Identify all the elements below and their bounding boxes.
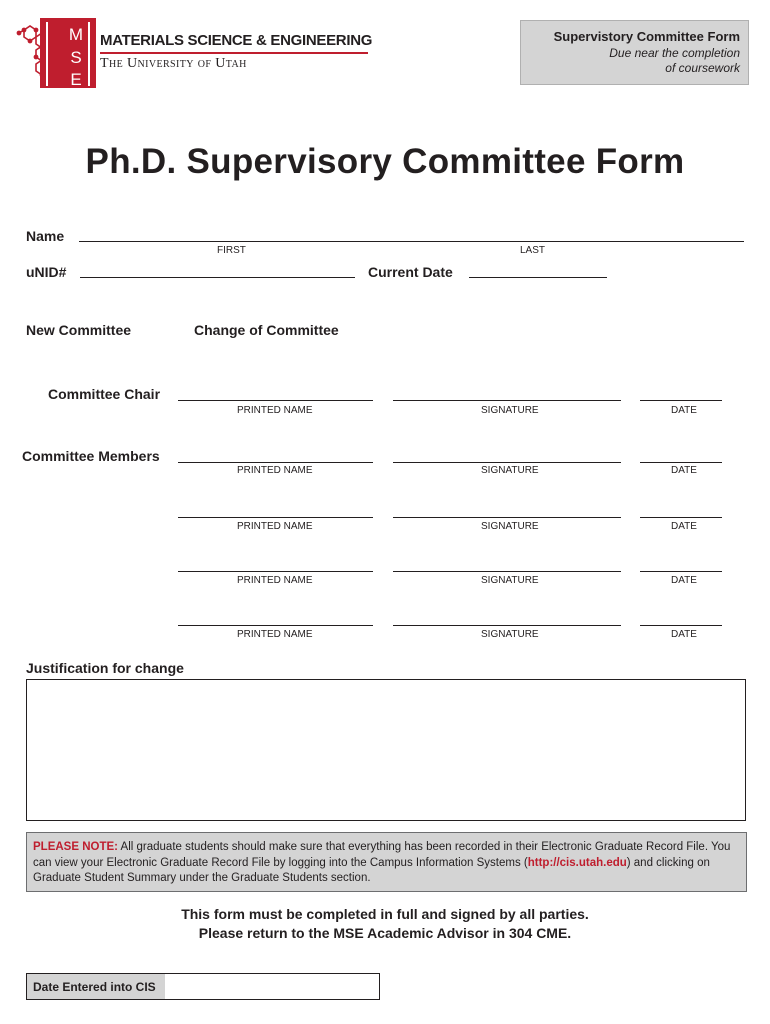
current-date-label: Current Date <box>368 264 453 280</box>
please-note-box <box>26 832 747 892</box>
member-2-date-field[interactable] <box>640 517 722 518</box>
member-4-printed-name-caption: PRINTED NAME <box>237 629 313 640</box>
chair-signature-caption: SIGNATURE <box>481 405 539 416</box>
first-name-caption: FIRST <box>217 245 246 256</box>
justification-textarea[interactable] <box>27 680 745 820</box>
cis-date-label: Date Entered into CIS <box>27 974 165 999</box>
member-4-printed-name-field[interactable] <box>178 625 373 626</box>
committee-members-label: Committee Members <box>22 448 160 464</box>
member-3-signature-caption: SIGNATURE <box>481 575 539 586</box>
member-4-date-field[interactable] <box>640 625 722 626</box>
logo-u-shape <box>40 18 96 88</box>
university-name: The University of Utah <box>100 56 247 71</box>
member-2-printed-name-caption: PRINTED NAME <box>237 521 313 532</box>
member-1-printed-name-caption: PRINTED NAME <box>237 465 313 476</box>
chair-printed-name-caption: PRINTED NAME <box>237 405 313 416</box>
unid-field[interactable] <box>80 277 355 278</box>
member-1-signature-caption: SIGNATURE <box>481 465 539 476</box>
form-info-subtitle-2: of coursework <box>665 61 740 75</box>
member-2-signature-caption: SIGNATURE <box>481 521 539 532</box>
page-title: Ph.D. Supervisory Committee Form <box>85 142 685 181</box>
member-3-date-caption: DATE <box>671 575 697 586</box>
member-1-date-caption: DATE <box>671 465 697 476</box>
member-3-printed-name-field[interactable] <box>178 571 373 572</box>
cis-link[interactable]: http://cis.utah.edu <box>527 856 627 869</box>
please-note-text-2: ) and clicking on Graduate Student Summary under the Graduate Students section. <box>33 856 710 884</box>
unid-label: uNID# <box>26 264 67 280</box>
form-info-subtitle-1: Due near the completion <box>609 46 740 60</box>
department-name: MATERIALS SCIENCE & ENGINEERING <box>100 32 373 49</box>
footer-line-2: Please return to the MSE Academic Advisor in 304 CME. <box>198 925 572 941</box>
please-note-prefix: PLEASE NOTE: <box>33 841 118 853</box>
member-2-signature-field[interactable] <box>393 517 621 518</box>
justification-label: Justification for change <box>26 660 184 676</box>
chair-signature-field[interactable] <box>393 400 621 401</box>
member-3-signature-field[interactable] <box>393 571 621 572</box>
member-3-printed-name-caption: PRINTED NAME <box>237 575 313 586</box>
last-name-caption: LAST <box>520 245 546 256</box>
name-label: Name <box>26 228 65 244</box>
change-committee-label: Change of Committee <box>194 322 339 338</box>
department-rule <box>100 52 368 54</box>
logo-letter-e: E <box>70 70 82 88</box>
footer-line-1: This form must be completed in full and signed by all parties. <box>181 906 589 922</box>
member-4-signature-caption: SIGNATURE <box>481 629 539 640</box>
cis-date-input[interactable] <box>165 974 379 999</box>
chair-date-field[interactable] <box>640 400 722 401</box>
please-note-text-1: All graduate students should make sure that everything has been recorded in their Electronic Graduate Record File. You can view your Electronic Graduate Record File by logging into the Campus Information Systems ( <box>33 841 731 869</box>
logo-letter-s: S <box>70 48 82 67</box>
member-1-date-field[interactable] <box>640 462 722 463</box>
member-4-date-caption: DATE <box>671 629 697 640</box>
current-date-field[interactable] <box>469 277 607 278</box>
member-3-date-field[interactable] <box>640 571 722 572</box>
member-2-printed-name-field[interactable] <box>178 517 373 518</box>
new-committee-label: New Committee <box>26 322 132 338</box>
form-info-box <box>520 20 749 85</box>
cis-entry-box <box>26 973 380 1000</box>
name-field[interactable] <box>79 241 744 242</box>
member-1-printed-name-field[interactable] <box>178 462 373 463</box>
committee-chair-label: Committee Chair <box>48 386 161 402</box>
justification-box <box>26 679 746 821</box>
member-1-signature-field[interactable] <box>393 462 621 463</box>
form-info-title: Supervistory Committee Form <box>553 29 740 44</box>
member-2-date-caption: DATE <box>671 521 697 532</box>
chair-printed-name-field[interactable] <box>178 400 373 401</box>
logo-letter-m: M <box>68 25 84 44</box>
member-4-signature-field[interactable] <box>393 625 621 626</box>
chair-date-caption: DATE <box>671 405 697 416</box>
